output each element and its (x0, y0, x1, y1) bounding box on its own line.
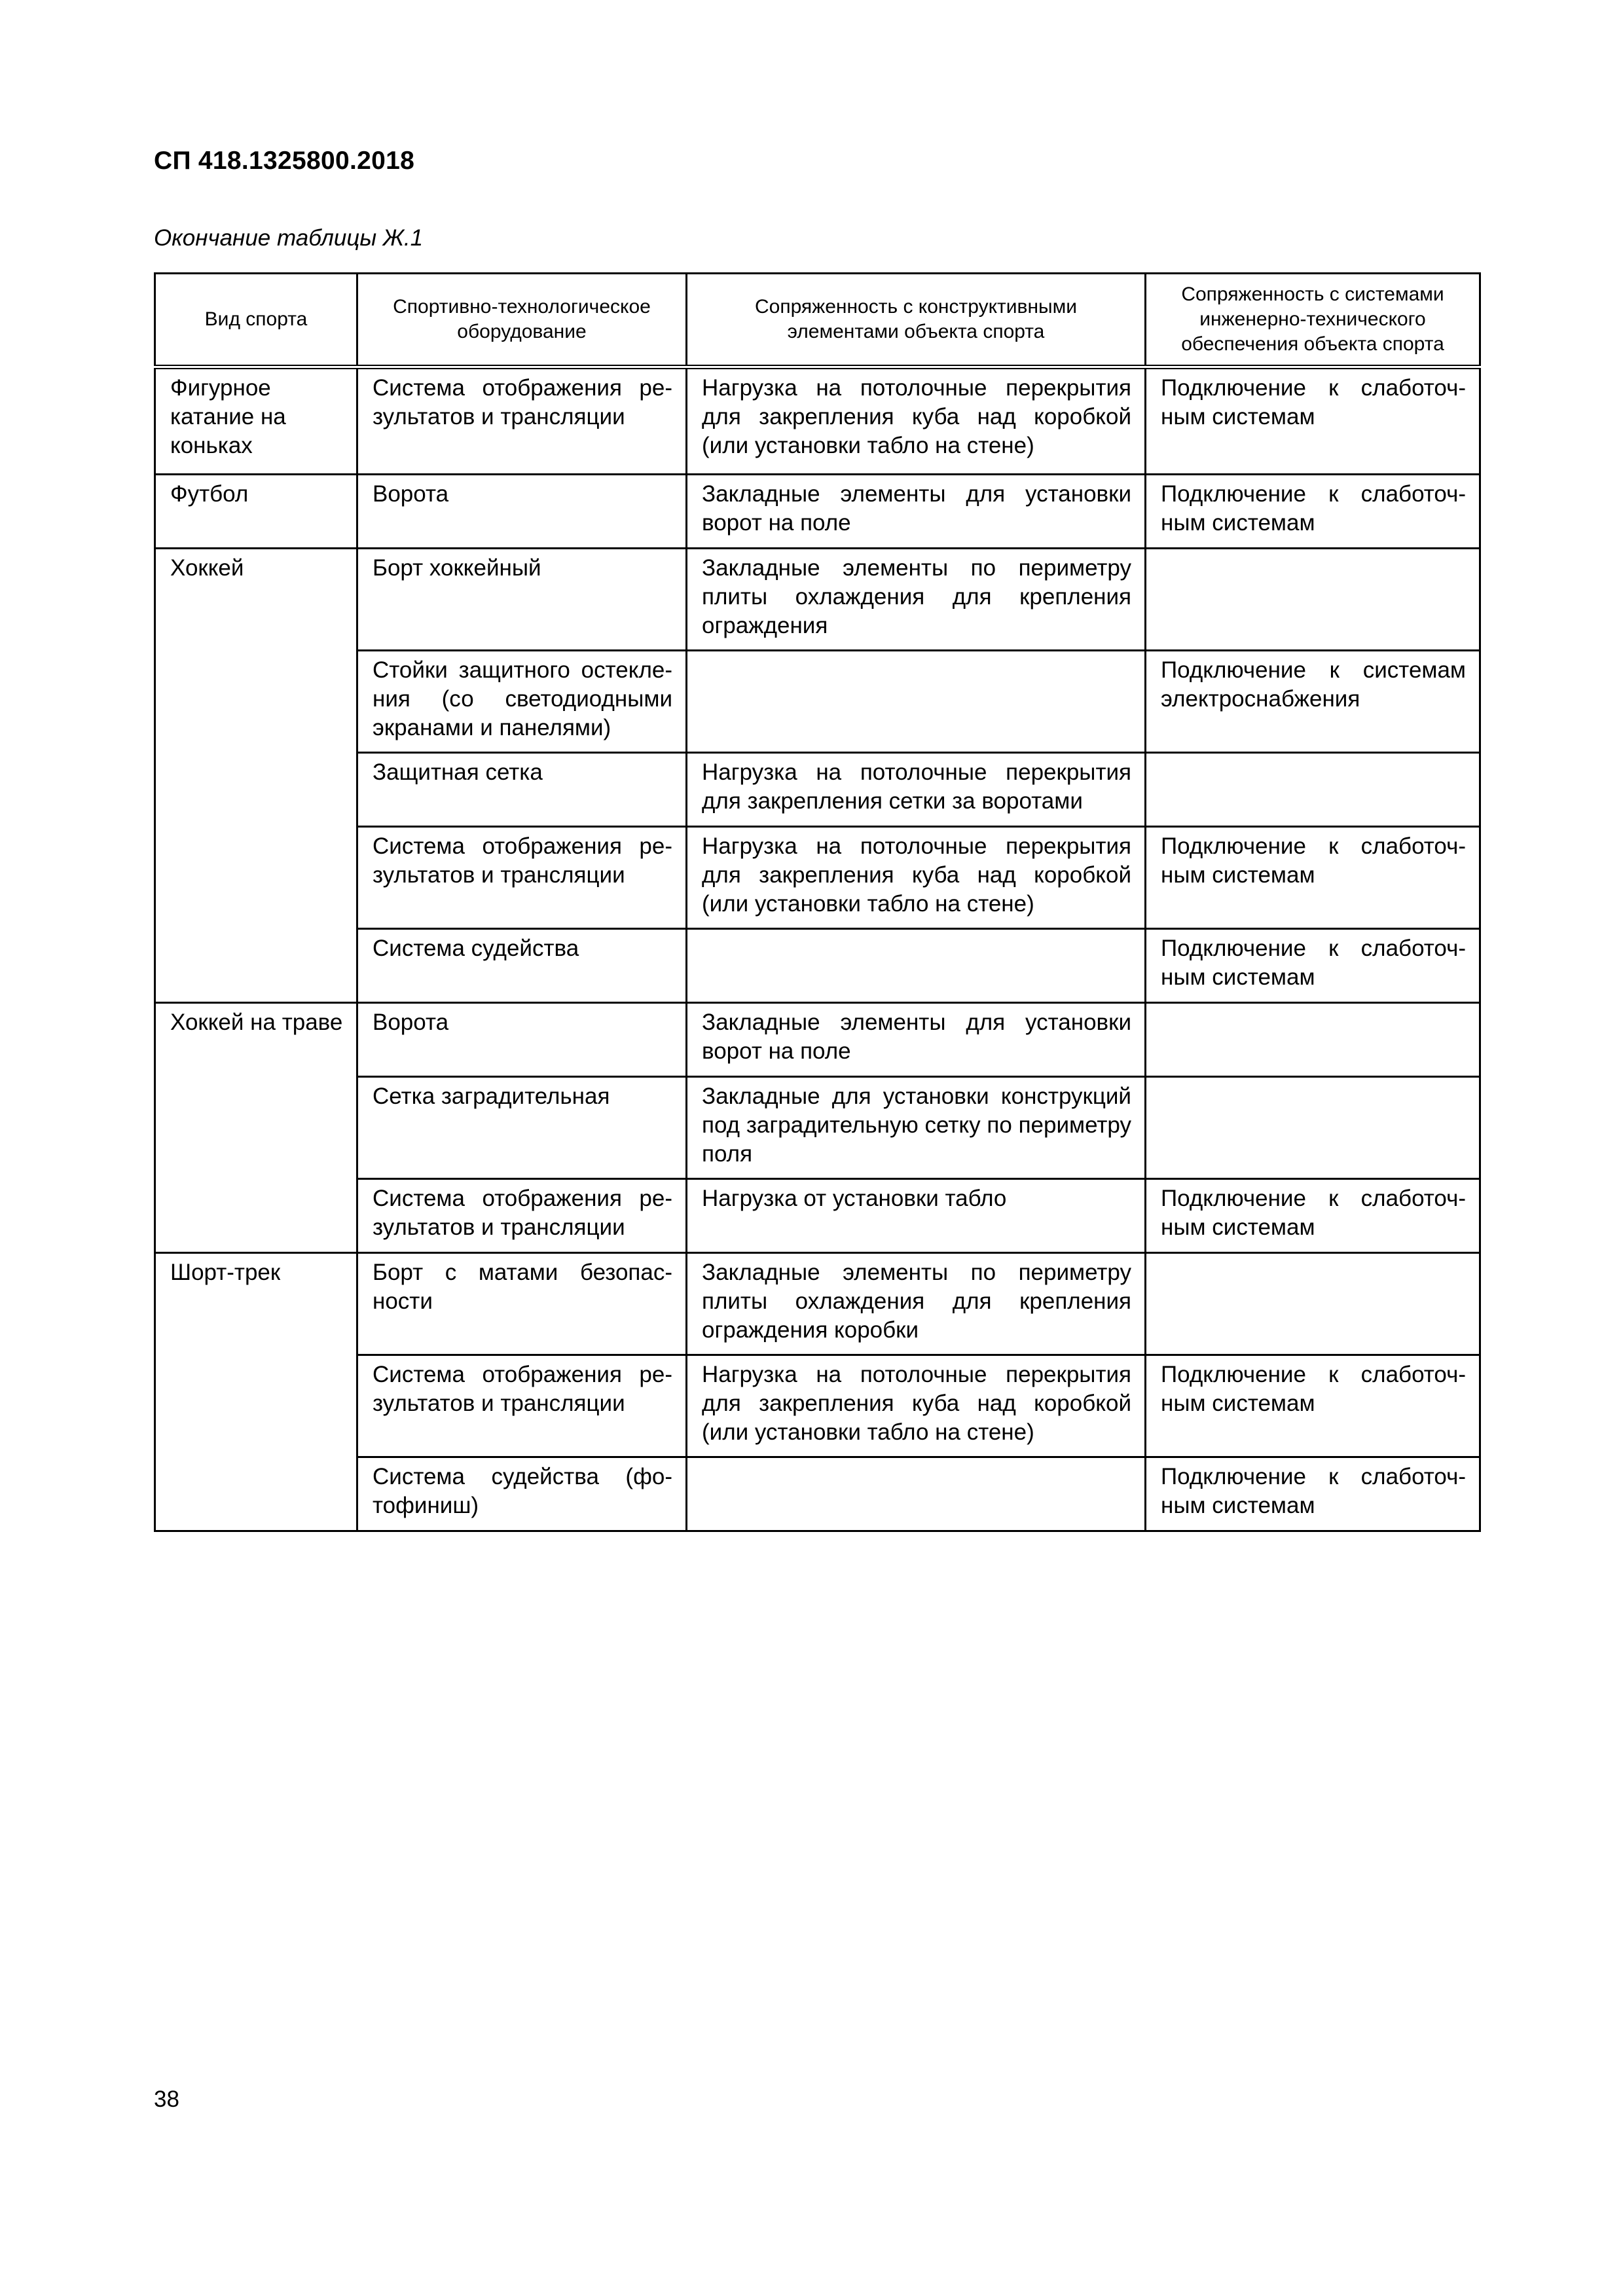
column-header-sport: Вид спорта (155, 274, 357, 367)
column-header-engineering: Сопряженность с системами инженерно-технического обеспечения объекта спорта (1146, 274, 1480, 367)
equipment-cell: Система отображения результатов и трансляции (357, 1179, 687, 1253)
column-header-equipment: Спортивно-технологическое оборудование (357, 274, 687, 367)
equipment-cell: Система судейства (фотофиниш) (357, 1457, 687, 1531)
table-row (155, 1253, 1480, 1355)
table-row (155, 549, 1480, 651)
engineering-cell: Подключение к слаботочным системам (1146, 367, 1480, 475)
structural-cell: Нагрузка на потолочные перекрытия для закрепления куба над коробкой (или установки табло на стене) (687, 367, 1146, 475)
structural-cell: Закладные для установки конструкций под заградительную сетку по периметру поля (687, 1077, 1146, 1179)
engineering-cell: Подключение к слаботочным системам (1146, 827, 1480, 929)
equipment-cell: Борт с матами безопасности (357, 1253, 687, 1355)
structural-cell (687, 929, 1146, 1003)
document-code: СП 418.1325800.2018 (154, 147, 415, 175)
equipment-cell: Сетка заградительная (357, 1077, 687, 1179)
structural-cell: Нагрузка на потолочные перекрытия для закрепления сетки за воротами (687, 753, 1146, 827)
structural-cell: Закладные элементы для установки ворот на поле (687, 1003, 1146, 1077)
equipment-cell: Борт хоккейный (357, 549, 687, 651)
table-row (155, 367, 1480, 475)
structural-cell: Нагрузка на потолочные перекрытия для закрепления куба над коробкой (или установки табло на стене) (687, 827, 1146, 929)
structural-cell (687, 1457, 1146, 1531)
engineering-cell: Подключение к слаботочным системам (1146, 929, 1480, 1003)
table-header-row (155, 274, 1480, 367)
table-caption: Окончание таблицы Ж.1 (154, 225, 424, 251)
engineering-cell (1146, 1003, 1480, 1077)
column-header-structural: Сопряженность с конструктивными элементами объекта спорта (687, 274, 1146, 367)
engineering-cell: Подключение к слаботочным системам (1146, 1179, 1480, 1253)
equipment-cell: Стойки защитного остекления (со светодиодными экранами и панелями) (357, 651, 687, 753)
sport-cell: Футбол (155, 475, 357, 549)
sport-cell: Хоккей на траве (155, 1003, 357, 1253)
equipment-cell: Система отображения результатов и трансляции (357, 367, 687, 475)
engineering-cell (1146, 1077, 1480, 1179)
structural-cell: Закладные элементы для установки ворот на поле (687, 475, 1146, 549)
sport-cell: Фигурное катание на коньках (155, 367, 357, 475)
engineering-cell: Подключение к слаботочным системам (1146, 1355, 1480, 1457)
structural-cell: Нагрузка на потолочные перекрытия для закрепления куба над коробкой (или установки табло на стене) (687, 1355, 1146, 1457)
equipment-cell: Защитная сетка (357, 753, 687, 827)
structural-cell: Закладные элементы по периметру плиты охлаждения для крепления ограждения коробки (687, 1253, 1146, 1355)
page-number: 38 (154, 2086, 179, 2112)
equipment-table (154, 272, 1481, 1532)
sport-cell: Шорт-трек (155, 1253, 357, 1531)
equipment-cell: Система судейства (357, 929, 687, 1003)
equipment-cell: Ворота (357, 1003, 687, 1077)
engineering-cell: Подключение к системам электроснабжения (1146, 651, 1480, 753)
equipment-cell: Система отображения результатов и трансляции (357, 827, 687, 929)
engineering-cell (1146, 1253, 1480, 1355)
engineering-cell: Подключение к слаботочным системам (1146, 475, 1480, 549)
engineering-cell (1146, 549, 1480, 651)
engineering-cell (1146, 753, 1480, 827)
engineering-cell: Подключение к слаботочным системам (1146, 1457, 1480, 1531)
structural-cell (687, 651, 1146, 753)
equipment-cell: Ворота (357, 475, 687, 549)
table-row (155, 475, 1480, 549)
table-row (155, 1003, 1480, 1077)
sport-cell: Хоккей (155, 549, 357, 1003)
structural-cell: Закладные элементы по периметру плиты охлаждения для крепления ограждения (687, 549, 1146, 651)
equipment-cell: Система отображения результатов и трансляции (357, 1355, 687, 1457)
structural-cell: Нагрузка от установки табло (687, 1179, 1146, 1253)
